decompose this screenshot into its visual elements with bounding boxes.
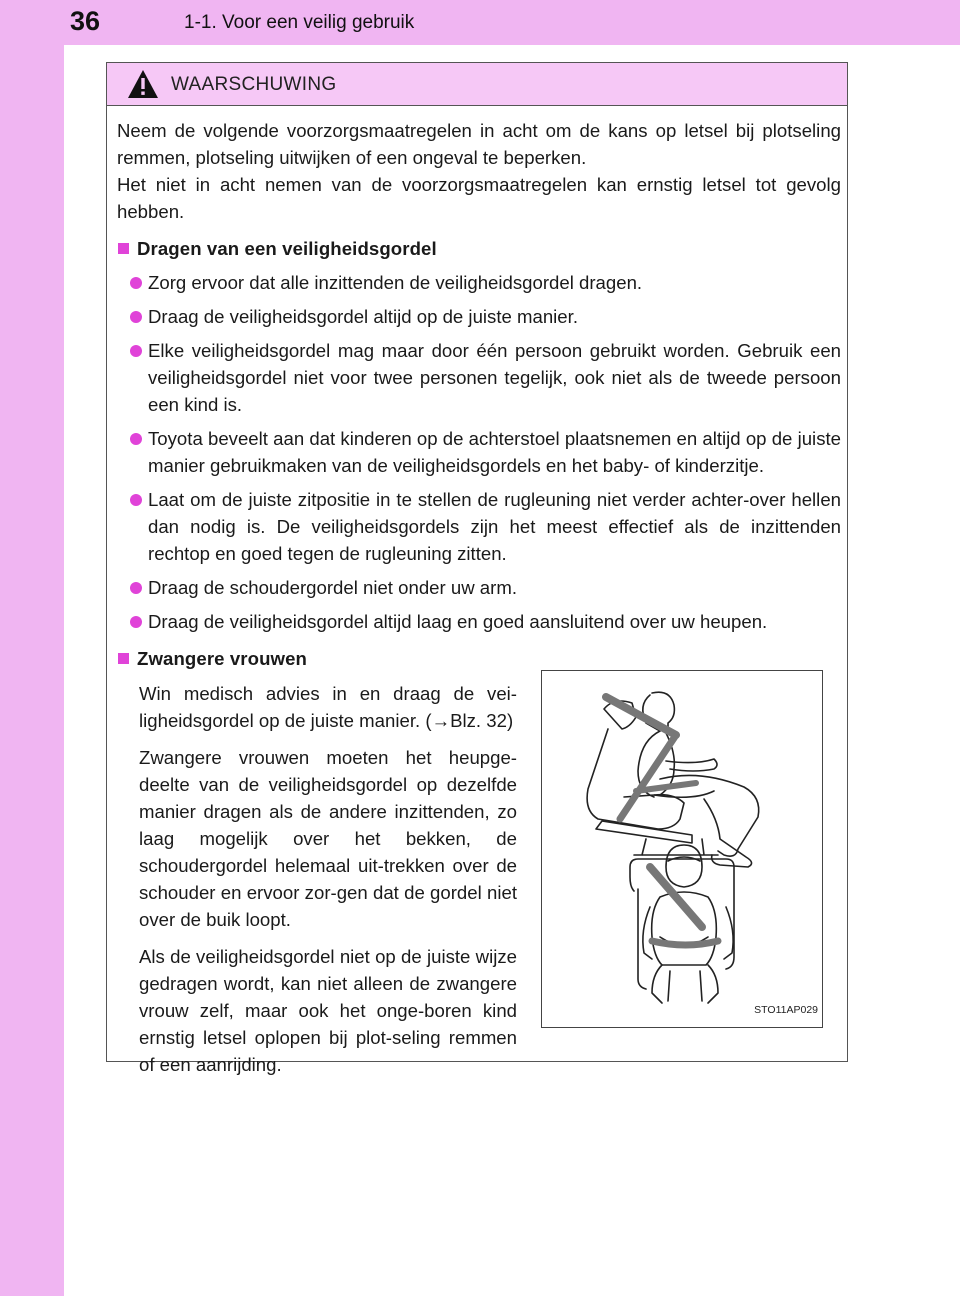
- list-item: [117, 608, 841, 635]
- warning-triangle-icon: [127, 69, 159, 104]
- intro-paragraph-2: Het niet in acht nemen van de voorzorgsmaatregelen kan ernstig letsel tot gevolg hebben.: [117, 174, 841, 222]
- square-bullet-icon: [118, 653, 129, 664]
- round-bullet-icon: [130, 582, 142, 594]
- list-item-text: Toyota beveelt aan dat kinderen op de achterstoel plaatsnemen en altijd op de juiste manier gebruikmaken van de veiligheidsgordels en het baby- of kinderzitje.: [148, 428, 841, 476]
- list-item: [117, 337, 841, 418]
- illustration-code: STO11AP029: [754, 1004, 818, 1016]
- section-heading-pregnant: [117, 645, 841, 672]
- round-bullet-icon: [130, 433, 142, 445]
- warning-content: [117, 117, 841, 1100]
- pregnant-text: [139, 680, 517, 1088]
- paragraph: Als de veiligheidsgordel niet op de juiste wijze gedragen wordt, kan niet alleen de zwangere vrouw zelf, maar ook het onge-boren kind ernstig letsel oplopen bij plot-seling remmen of een aanrijding.: [139, 946, 517, 1075]
- list-item-text: Draag de veiligheidsgordel altijd laag en goed aansluitend over uw heupen.: [148, 611, 768, 632]
- paragraph: Zwangere vrouwen moeten het heupge-deelte van de veiligheidsgordel op dezelfde manier dragen als de andere inzittenden, zo laag mogelijk over het bekken, de schoudergordel helemaal uit-trekken over de schouder en ervoor zor-gen dat de gordel niet over de buik loopt.: [139, 747, 517, 930]
- round-bullet-icon: [130, 277, 142, 289]
- section-heading-seatbelt: [117, 235, 841, 262]
- square-bullet-icon: [118, 243, 129, 254]
- seatbelt-illustration: [541, 670, 823, 1028]
- list-item-text: Zorg ervoor dat alle inzittenden de veiligheidsgordel dragen.: [148, 272, 643, 293]
- paragraph: Win medisch advies in en draag de vei-ligheidsgordel op de juiste manier. (→Blz. 32): [139, 683, 517, 731]
- round-bullet-icon: [130, 311, 142, 323]
- header-band: [0, 0, 960, 45]
- warning-title: WAARSCHUWING: [171, 74, 337, 95]
- warning-box: [106, 62, 848, 1075]
- list-item-text: Elke veiligheidsgordel mag maar door één persoon gebruikt worden. Gebruik een veiligheidsgordel niet voor twee personen tegelijk, ook niet als de tweede persoon een kind is.: [148, 340, 841, 415]
- section-title: 1-1. Voor een veilig gebruik: [184, 12, 415, 33]
- list-item: [117, 303, 841, 330]
- side-tab-band: [0, 0, 64, 1296]
- section-heading-label: Dragen van een veiligheidsgordel: [137, 238, 437, 259]
- list-item-text: Draag de veiligheidsgordel altijd op de juiste manier.: [148, 306, 578, 327]
- round-bullet-icon: [130, 494, 142, 506]
- list-item: [117, 486, 841, 567]
- page-number: 36: [70, 6, 101, 36]
- pregnant-section-body: [117, 680, 841, 1100]
- section-heading-label: Zwangere vrouwen: [137, 648, 308, 669]
- list-item: [117, 269, 841, 296]
- list-item-text: Draag de schoudergordel niet onder uw arm.: [148, 577, 517, 598]
- pregnant-woman-seatbelt-illustration: [542, 671, 822, 1011]
- round-bullet-icon: [130, 345, 142, 357]
- round-bullet-icon: [130, 616, 142, 628]
- intro-paragraph-1: Neem de volgende voorzorgsmaatregelen in acht om de kans op letsel bij plotseling remmen, plotseling uitwijken of een ongeval te beperken.: [117, 120, 841, 168]
- list-item: [117, 425, 841, 479]
- list-item: [117, 574, 841, 601]
- warning-header: [107, 63, 847, 106]
- list-item-text: Laat om de juiste zitpositie in te stellen de rugleuning niet verder achter-over hellen dan nodig is. De veiligheidsgordels zijn het meest effectief als de inzittenden rechtop en goed tegen de rugleuning zitten.: [148, 489, 841, 564]
